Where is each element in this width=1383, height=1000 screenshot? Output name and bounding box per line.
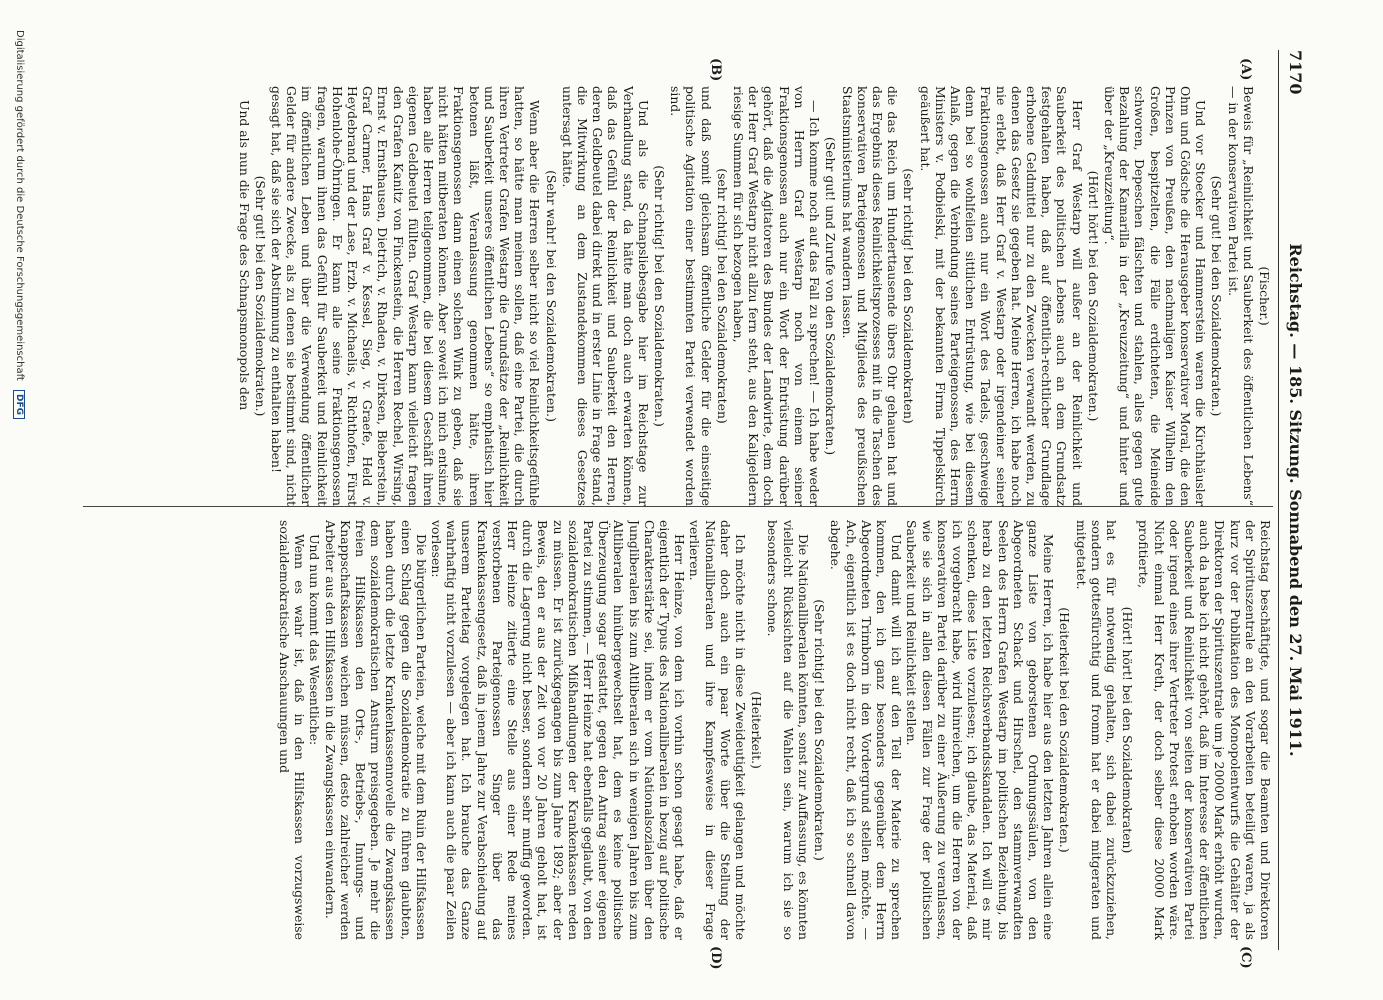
paragraph: Und als die Schnapsliebesgabe hier im Reichstage zur Verhandlung stand, da hätte man doch auch erwarten können, daß das Gefühl der Reinlichkeit und Sauberkeit den Herren, deren Geldbeutel dabei direkt und in erster Linie in Frage stand, die Mitwirkung an dem Zustandekommen dieses Gesetzes untersagt hätte. <box>559 86 651 506</box>
paragraph: Und damit will ich auf den Teil der Materie zu sprechen kommen, den ich ganz besonders gegenüber dem Herrn Abgeordneten Trimborn in den Vordergrund stellen möchte. — Ach, eigentlich ist es doch nicht recht, daß ich so schnell davon abgehe. <box>828 520 905 940</box>
margin-mark-a: (A) <box>1238 58 1253 81</box>
page-header <box>1281 50 1305 950</box>
paragraph: Die bürgerlichen Parteien, welche mit dem Ruin der Hilfskassen einen Schlag gegen die Sozialdemokratie zu führen glaubten, haben durch die letzte Krankenkassennovelle die Zwangskassen dem sozialdemokratischen Ansturm preisgegeben. Je mehr die freien Hilfskassen den Orts-, Betriebs-, Innungs- und Knappschaftskassen weichen müssen, desto zahlreicher werden Arbeiter aus den Hilfskassen in die Zwangskassen einwandern. <box>322 520 429 940</box>
interjection: (Fischer.) <box>1257 266 1272 326</box>
paragraph: Wenn aber die Herren selber nicht so viel Reinlichkeitsgefühle hatten, so hätte man meinen sollen, daß eine Partei, die durch ihren Vertreter Grafen Westarp die Grundsätze der „Reinlichkeit und Sauberkeit unseres öffentlichen Lebens“ so emphatisch hier betonen läßt, Veranlassung genommen hätte, ihren Fraktionsgenossen dann einen solchen Wink zu geben, daß sie nicht hätten mitberaten können. Aber soweit ich mich entsinne, haben alle Herren teilgenommen, die bei diesem Geschäft ihren eigenen Geldbeutel füllten. Graf Westarp kann vielleicht fragen den Grafen Kanitz von Finckenstein, die Herren Rechel, Wirsing, Ernst v. Ernsthausen, Dietrich, v. Rhaden, v. Dirksen, Bieberstein, Graf Carmer, Hans Graf v. Kessel, Sieg, v. Graefe, Held v. Heydebrand und der Lase, Erzb. v. Michaelis, v. Richthofen, Fürst Hohenlohe-Öhringen. Er kann alle seine Fraktionsgenossen fragen, warum ihnen das Gefühl für Sauberkeit und Reinlichkeit im öffentlichen Leben und über die Verwendung öffentlicher Gelder für andere Zwecke, als zu denen sie bestimmt sind, nicht gesagt hat, daß sie sich der Abstimmung zu enthalten haben! <box>269 86 543 506</box>
interjection: (sehr richtig! bei den Sozialdemokraten) <box>901 168 917 424</box>
right-text-column <box>83 520 1273 940</box>
paragraph: Wenn es wahr ist, daß in den Hilfskassen vorzugsweise sozialdemokratische Anschauungen und <box>277 520 308 940</box>
paragraph: Und als nun die Frage des Schnapsmonopols den <box>236 100 252 411</box>
paragraph: — Ich komme noch auf das Fall zu sprechen! — Ich habe weder von Herrn Graf Westarp noch von einem seiner Fraktionsgenossen auch nur ein Wort der Entrüstung darüber gehört, daß die Agitatoren des Bundes der Landwirte, dem doch der Herr Graf Westarp nicht allzu fern steht, aus den Kaligeldern riesige Summen für sich bezogen haben, <box>731 86 823 506</box>
interjection: (Hört! hört! bei den Sozialdemokraten) <box>1120 606 1136 854</box>
interjection: (sehr richtig! bei den Sozialdemokraten) <box>714 168 730 424</box>
margin-mark-c: (C) <box>1238 946 1253 969</box>
dfg-logo: DFG <box>13 390 25 419</box>
paragraph: hat es für notwendig gehalten, sich dabei zurückzuziehen, sondern gottesfürchtig und fromm hat er dabei mitgeraten und mitgetatet. <box>1073 520 1119 940</box>
paragraph: Und nun kommt das Wesentliche: <box>307 534 323 746</box>
margin-mark-b: (B) <box>708 58 723 82</box>
interjection: (Heiterkeit bei den Sozialdemokraten.) <box>1057 607 1073 853</box>
paragraph: Beweis für „Reinlichkeit und Sauberkeit des öffentlichen Lebens“ — in der konservativen Partei ist. <box>1225 86 1256 506</box>
paragraph: Ich möchte nicht in diese Zweideutigkeit gelangen und möchte daher doch auch ein paar Worte über die Stellung der Nationalliberalen und ihre Kampfesweise in dieser Frage verlieren. <box>687 520 749 940</box>
paragraph: Herr Graf Westarp will außer an der Reinlichkeit und Sauberkeit des politischen Lebens auch an dem Grundsatz festgehalten haben, daß auf öffentlich-rechtlicher Grundlage erhobene Geldmittel nur zu den Zwecken verwandt werden, zu denen das Gesetz sie gegeben hat. Meine Herren, ich habe noch nie erlebt, daß Herr Graf v. Westarp oder irgendeiner seiner Fraktionsgenossen auch nur ein Wort des Tadels, geschweige denn bei so wohlfeilen sittlichen Entrüstung, wie bei diesem Anlaß, gegen die Verbindung seines Parteigenossen, des Herrn Ministers v. Podbielski, mit der bekannten Firma Tippelskirch geäußert hat. <box>917 86 1085 506</box>
paragraph: Herr Heinze, von dem ich vorhin schon gesagt habe, daß er eigentlich der Typus des Nationalliberalen in bezug auf politische Charakterstärke sei, indem er vom Nationalsozialen über den Jungliberalen bis zum Altliberalen sich in wenigen Jahren bis zum Altliberalen hinübergewechselt hat, dem es keine politische Überzeugung sogar gestattet, gegen den Antrag seiner eigenen Partei zu stimmen, — Herr Heinze hat ebenfalls geglaubt, von den sozialdemokratischen Mißhandlungen der Krankenkassen reden zu müssen. Er ist zurückgegangen bis zum Jahre 1892; aber der Beweis, den er aus der Zeit von vor 20 Jahren geholt hat, ist durch die Lagerung nicht besser, sondern sehr muffig geworden. Herr Heinze zitierte eine Stelle aus einer Rede meines verstorbenen Parteigenossen Singer über das Krankenkassengesetz, daß in jenem Jahre zur Verabschiedung auf unserem Parteitag vorgelegen hat. Ich brauche das Ganze wahrhaftig nicht vorzulesen — aber ich kann auch die paar Zeilen vorlesen: <box>429 520 688 940</box>
paragraph: Reichstag beschäftigte, und sogar die Beamten und Direktoren der Spirituszentrale an den Vorarbeiten beteiligt waren, ja als kurz vor der Publikation des Monopolentwurfs die Gehälter der Direktoren der Spirituszentrale um je 20000 Mark erhöht wurden, auch da habe ich nicht gehört, daß im Interesse der öffentlichen Sauberkeit und Reinlichkeit von seiten der konservativen Partei oder irgend eines ihrer Vertreter Protest erhoben worden wäre. Nicht einmal Herr Kreth, der doch selber diese 20000 Mark profitierte, <box>1136 520 1273 940</box>
digitization-credit <box>11 30 25 970</box>
page-title: Reichstag. — 185. Sitzung. Sonnabend den 27. Mai 1911. <box>1286 243 1305 757</box>
interjection: (Sehr wahr! bei den Sozialdemokraten.) <box>543 170 559 422</box>
interjection: (Sehr richtig! bei den Sozialdemokraten.) <box>652 165 668 427</box>
paragraph: Meine Herren, ich habe hier aus den letzten Jahren allein eine ganze Liste von geborstenen Ordnungssäulen, von den Abgeordneten Schack und Hirschel, den stammverwandten Seelen des Herrn Grafen Westarp im politischen Beziehung, bis herab zu den letzten Reichsverbandsskandalen. Ich will es mir schenken, diese Liste vorzulesen; ich glaube, das Material, daß ich vorgebracht habe, wird hinreichen, um die Herren von der konservativen Partei darüber zu einer Äußerung zu veranlassen, wie sie sich in allen diesen Fällen zur Frage der politischen Sauberkeit und Reinlichkeit stellen. <box>904 520 1057 940</box>
paragraph: Die Nationalliberalen könnten, sonst zur Auffassung, es könnten vielleicht Rücksichten auf die Wahlen sein, warum ich sie so besonders schone. <box>765 520 811 940</box>
paragraph: die das Reich um Hunderttausende übers Ohr gehauen hat und das Ergebnis dieses Reinlichkeitsprozesses mit in die Taschen des konservativen Parteigenossen und Mitgliedes des preußischen Staatsministeriums hat wandern lassen. <box>839 86 901 506</box>
interjection: (Sehr richtig! bei den Sozialdemokraten.) <box>812 599 828 861</box>
interjection: (Hört! hört! bei den Sozialdemokraten.) <box>1085 170 1101 422</box>
page-number: 7170 <box>1286 50 1305 95</box>
interjection: (Sehr gut! bei den Sozialdemokraten.) <box>252 175 268 417</box>
interjection: (Heiterkeit.) <box>749 691 765 769</box>
header-rule <box>1278 50 1279 950</box>
margin-mark-d: (D) <box>708 946 723 970</box>
paragraph: Und vor Stoecker und Hammerstein waren die Kirchhäusler Ohm und Gödsche die Herausgeber konservativer Moral, die den Prinzen von Preußen, den nachmaligen Kaiser Wilhelm den Großen, bespitzelten, die Fälle erdichteten, die Meineide schworen, Depeschen fälschten und stahlen, alles gegen gute Bezahlung der Kamarilla in der „Kreuzzeitung“ und hinter und über der „Kreuzzeitung“. <box>1101 86 1209 506</box>
column-divider <box>83 506 1273 507</box>
interjection: (Sehr gut! bei den Sozialdemokraten.) <box>1209 175 1225 417</box>
credit-text: Digitalisierung gefördert durch die Deutsche Forschungsgemeinschaft <box>14 30 25 381</box>
paragraph: und daß somit gleichsam öffentliche Gelder für die einseitige politische Agitation einer bestimmten Partei verwendet worden sind. <box>668 86 714 506</box>
interjection: (Sehr gut! und Zurufe von den Sozialdemokraten.) <box>823 136 839 456</box>
left-text-column <box>83 86 1273 506</box>
